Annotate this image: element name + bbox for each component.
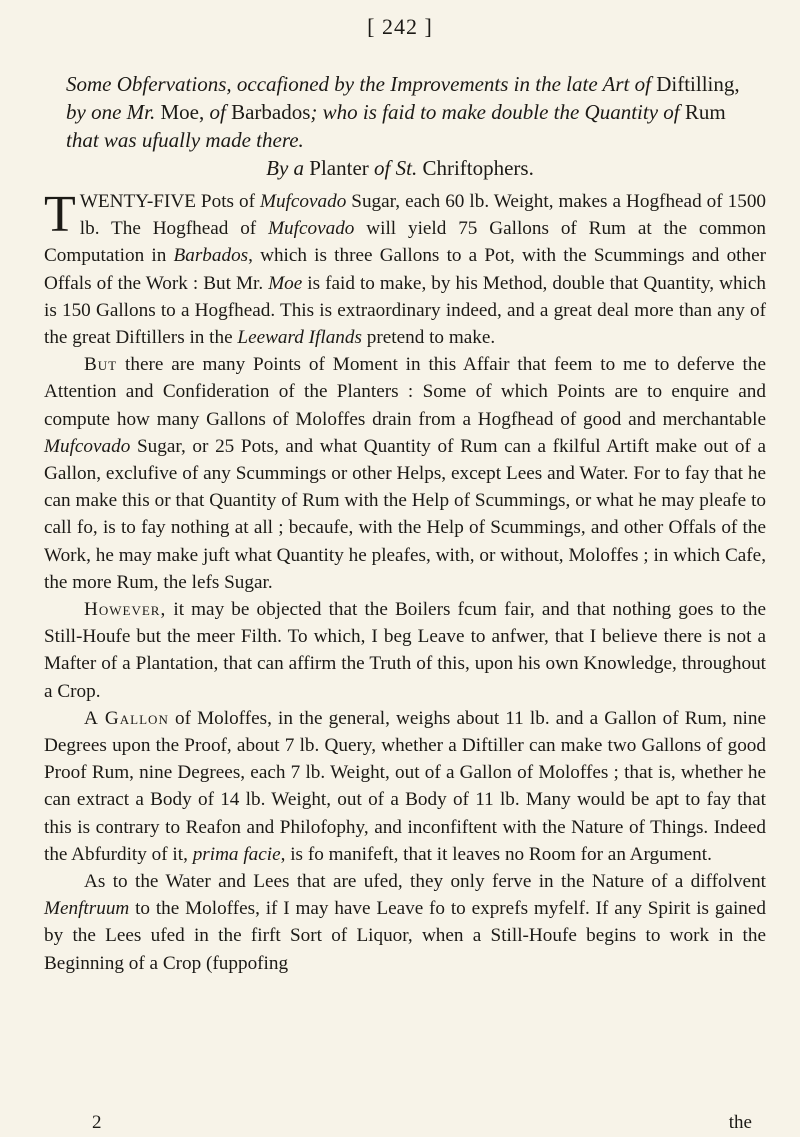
heading-distilling: Diftilling, <box>656 72 740 96</box>
heading-text-3: ; who is faid to make double the Quantity of <box>310 100 685 124</box>
paragraph-1 <box>44 188 766 351</box>
heading-mr: Mr. <box>126 100 156 124</box>
p1-text-b: Sugar, each 60 lb. Weight, makes a Hogfhead of 1500 lb. The Hogfhead of <box>79 191 767 240</box>
p5-text-a: As to the Water and Lees that are ufed, they only ferve in the Nature of a diffolvent <box>84 871 766 893</box>
p1-text-f: pretend to make. <box>361 327 496 349</box>
paragraph-2 <box>44 351 766 596</box>
p1-muscovado-2: Mufcovado <box>268 218 355 240</box>
p2-lead: But <box>84 354 118 376</box>
body-text <box>44 188 766 977</box>
p3-lead: However, <box>84 599 167 621</box>
p2-text-a: there are many Points of Moment in this Affair that feem to me to deferve the Attention and Confideration of the Planters : Some of which Points are to enquire and compute how many Gallons of Moloffes drain from a Hogfhead of good and merchantable <box>44 354 766 430</box>
p1-barbados: Barbados <box>173 245 249 267</box>
p4-prima-facie: prima facie <box>192 843 281 865</box>
heading-text-1: Some Obfervations, occafioned by the Improvements in the late Art of <box>66 72 651 96</box>
p1-muscovado: Mufcovado <box>259 191 347 212</box>
p4-lead: A Gallon <box>84 707 169 729</box>
heading-text-4: that was ufually made there. <box>66 128 304 152</box>
heading-rum: Rum <box>684 100 726 124</box>
heading-text-2: by one <box>66 100 127 124</box>
byline-by: By a <box>266 156 310 180</box>
p4-text-b: , is fo manifeft, that it leaves no Room for an Argument. <box>280 843 712 865</box>
heading-of: of <box>204 100 232 124</box>
heading-barbados: Barbados <box>231 100 311 124</box>
p2-text-b: Sugar, or 25 Pots, and what Quantity of Rum can a fkilful Artift make out of a Gallon, exclufive of any Scummings or other Helps, except Lees and Water. For to fay that he can make this or that Quantity of Rum with the Help of Scummings, or what he may pleafe to call fo, is to fay nothing at all ; becaufe, with the Help of Scummings, and other Offals of the Work, he may make juft what Quantity he pleafes, with, or without, Moloffes ; in which Cafe, the more Rum, the lefs Sugar. <box>44 435 766 593</box>
byline-name: Chriftophers. <box>422 156 534 180</box>
signature-mark: 2 <box>92 1112 102 1133</box>
catchword: the <box>728 1112 752 1133</box>
heading-moe: Moe, <box>155 100 205 124</box>
p5-text-b: to the Moloffes, if I may have Leave fo to exprefs myfelf. If any Spirit is gained by the Lees ufed in the firft Sort of Liquor, when a Still-Houfe begins to work in the Beginning of a Crop (fuppofing <box>44 898 766 974</box>
page-number: [ 242 ] <box>367 14 433 39</box>
p1-leeward: Leeward Iflands <box>237 327 362 349</box>
p1-text-e: is faid to make, by his Method, double that Quantity, which is 150 Gallons to a Hogfhead. This is extraordinary indeed, and a great deal more than any of the great Diftillers in the <box>44 272 766 349</box>
p2-muscovado: Mufcovado <box>44 435 131 457</box>
paragraph-4 <box>44 705 766 868</box>
article-heading <box>66 70 754 154</box>
paragraph-5 <box>44 868 766 977</box>
p4-text-a: of Moloffes, in the general, weighs about 11 lb. and a Gallon of Rum, nine Degrees upon the Proof, about 7 lb. Query, whether a Diftiller can make two Gallons of good Proof Rum, nine Degrees, each 7 lb. Weight, out of a Gallon of Moloffes ; that is, whether he can extract a Body of 14 lb. Weight, out of a Body of 11 lb. Many would be apt to fay that this is contrary to Reafon and Philofophy, and inconfiftent with the Nature of Things. Indeed the Abfurdity of it, <box>44 707 767 865</box>
drop-cap: T <box>44 186 76 243</box>
p1-text-a: Pots of <box>195 191 260 212</box>
p1-moe: Moe <box>268 272 303 294</box>
p1-lead: WENTY-FIVE <box>79 191 196 212</box>
p3-text-a: it may be objected that the Boilers fcum fair, and that nothing goes to the Still-Houfe but the meer Filth. To which, I beg Leave to anfwer, that I believe there is not a Mafter of a Plantation, that can affirm the Truth of this, upon his own Knowledge, throughout a Crop. <box>44 599 766 702</box>
paragraph-3 <box>44 596 766 705</box>
p1-text-c: will yield 75 Gallons of Rum at the common Computation in <box>44 218 767 267</box>
p1-text-d: , which is three Gallons to a Pot, with the Scummings and other Offals of the Work : But Mr. <box>44 245 767 294</box>
p5-menstruum: Menftruum <box>44 898 130 920</box>
byline-planter: Planter <box>309 156 369 180</box>
byline <box>0 156 800 181</box>
byline-of-st: of St. <box>368 156 423 180</box>
